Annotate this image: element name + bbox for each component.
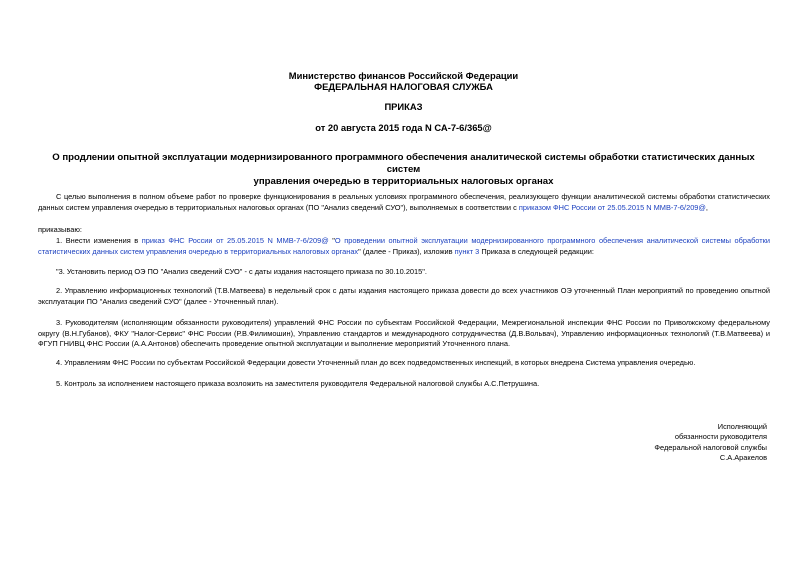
- order-link-p1[interactable]: приказ ФНС России от 25.05.2015 N ММВ-7-6/209@: [141, 236, 329, 245]
- order-word: приказываю:: [38, 225, 82, 234]
- signatory-name: С.А.Аракелов: [719, 453, 767, 463]
- signature-line-2: обязанности руководителя: [674, 432, 767, 442]
- paragraph-1: [38, 236, 770, 257]
- signature-line-1: Исполняющий: [717, 422, 767, 431]
- doc-type-heading: ПРИКАЗ: [384, 101, 423, 112]
- signature-line-3: Федеральной налоговой службы: [654, 442, 767, 452]
- title-line-1: О продлении опытной эксплуатации модернизированного программного обеспечения аналитической системы обработки статистических данных систем: [52, 152, 755, 175]
- doc-date-heading: от 20 августа 2015 года N СА-7-6/365@: [315, 122, 492, 133]
- p1-mid2: " (далее - Приказ), изложив: [358, 246, 455, 256]
- service-heading: ФЕДЕРАЛЬНАЯ НАЛОГОВАЯ СЛУЖБА: [314, 81, 493, 92]
- p1-end: Приказа в следующей редакции:: [479, 246, 594, 256]
- order-title-link[interactable]: О проведении опытной эксплуатации модернизированного программного обеспечения аналитической системы обработки статистических данных систем управления очередью в территориальных налоговых органах: [38, 236, 770, 256]
- document-title: [40, 152, 767, 188]
- p1-start: 1. Внести изменения в: [56, 236, 142, 245]
- intro-end: ,: [705, 202, 708, 212]
- point-3-link[interactable]: пункт 3: [454, 246, 480, 256]
- order-link-intro[interactable]: приказом ФНС России от 25.05.2015 N ММВ-7-6/209@: [518, 202, 706, 212]
- p1-mid1: ": [328, 236, 335, 245]
- paragraph-2: 2. Управлению информационных технологий (Т.В.Матвеева) в недельный срок с даты издания настоящего приказа довести до всех участников ОЭ уточненный План мероприятий по проведению опытной эксплуатации ПО "Анализ сведений СУО" (далее - Уточненный план).: [38, 286, 770, 306]
- ministry-heading: Министерство финансов Российской Федерации: [288, 70, 519, 81]
- intro-text: С целью выполнения в полном объеме работ по проверке функционирования в реальных условиях программного обеспечения, реализующего функции аналитической системы обработки статистических данных систем управления очередью в территориальных налоговых органах (ПО "Анализ сведений СУО"), выполняемых в соответствии с: [38, 192, 770, 212]
- paragraph-3: 3. Руководителям (исполняющим обязанности руководителя) управлений ФНС России по субъектам Российской Федерации, Межрегиональной инспекции ФНС России по Приволжскому федеральному округу (В.Н.Губанов), ФКУ "Налог-Сервис" ФНС России (Р.В.Филимошин), Управлению стандартов и международного сотрудничества (Д.В.Вольвач), Управлению информационных технологий (Т.В.Матвеева) и ФГУП ГНИВЦ ФНС России (А.А.Антонов) обеспечить проведение опытной эксплуатации и выполнение мероприятий Уточненного плана.: [38, 318, 770, 348]
- signature-block: [654, 422, 767, 464]
- paragraph-4: 4. Управлениям ФНС России по субъектам Российской Федерации довести Уточненный план до всех подведомственных инспекций, в которых внедрена Система управления очередью.: [56, 358, 696, 367]
- quote-paragraph: "3. Установить период ОЭ ПО "Анализ сведений СУО" - с даты издания настоящего приказа по 30.10.2015".: [56, 267, 427, 276]
- paragraph-5: 5. Контроль за исполнением настоящего приказа возложить на заместителя руководителя Федеральной налоговой службы А.С.Петрушина.: [56, 379, 540, 388]
- title-line-2: управления очередью в территориальных налоговых органах: [253, 176, 554, 187]
- intro-paragraph: [38, 192, 770, 213]
